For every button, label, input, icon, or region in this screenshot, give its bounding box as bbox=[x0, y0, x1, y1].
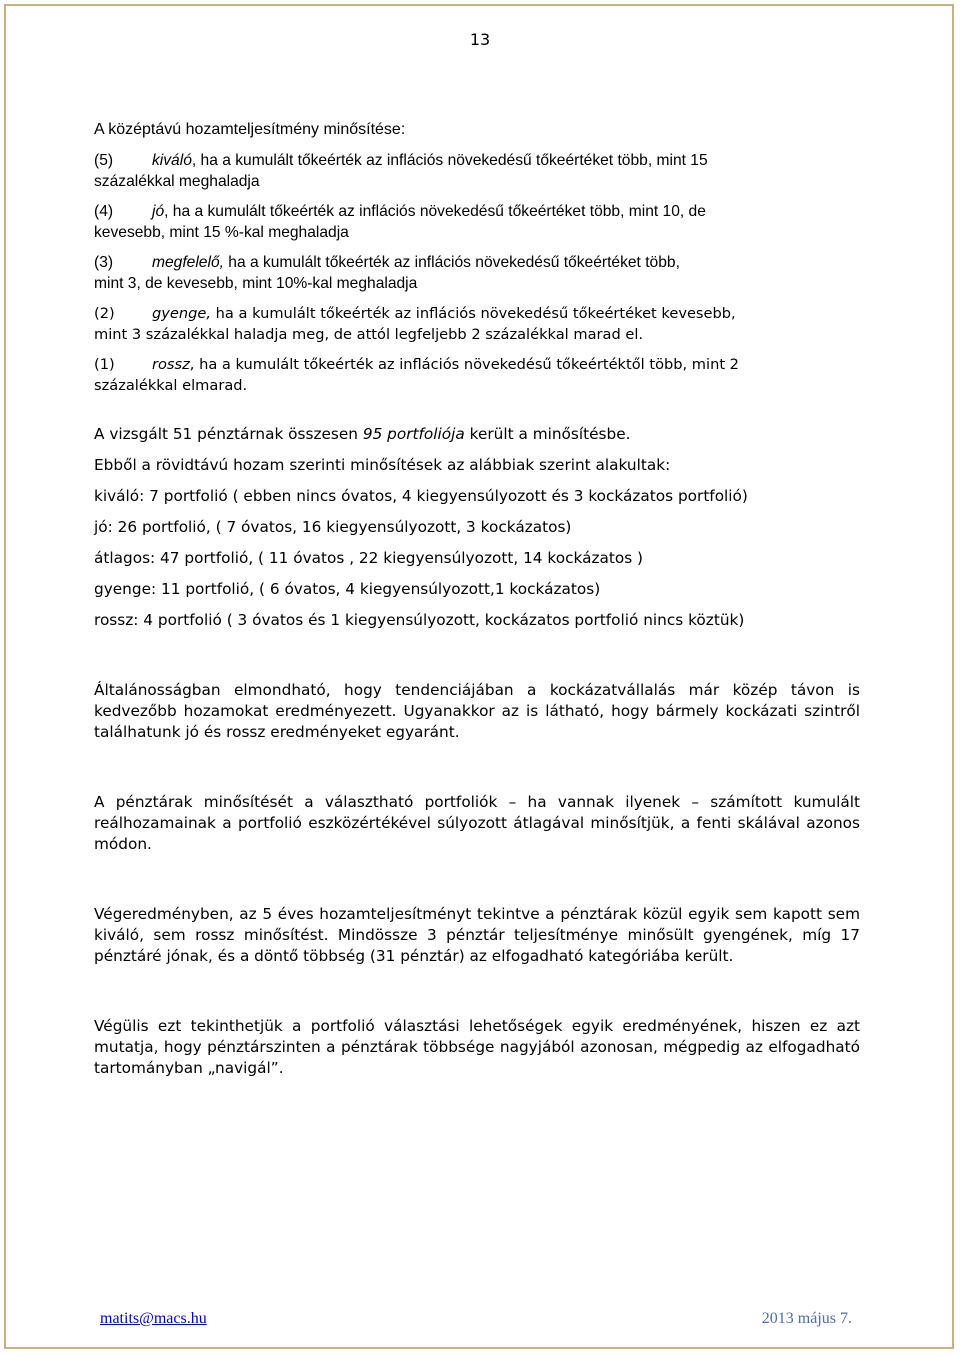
rating-number: (5) bbox=[94, 152, 114, 169]
section-heading: A középtávú hozamteljesítmény minősítése: bbox=[94, 121, 406, 138]
rating-text: , ha a kumulált tőkeérték az inflációs növekedésű tőkeértéktől több, mint 2 bbox=[189, 356, 739, 373]
paragraph-tendency: Általánosságban elmondható, hogy tendenciájában a kockázatvállalás már közép távon is kedvezőbb hozamokat eredményezett. Ugyanakkor az is látható, hogy bármely kockázati szintről találhatunk jó és rossz eredményeket egyaránt. bbox=[94, 681, 860, 741]
summary-italic: 95 portfoliója bbox=[362, 425, 465, 443]
rating-number: (4) bbox=[94, 203, 114, 220]
paragraph-result: Végeredményben, az 5 éves hozamteljesítményt tekintve a pénztárak közül egyik sem kapott sem kiváló, sem rossz minősítést. Mindössze 3 pénztár teljesítménye minősült gyengének, míg 17 pénztáré jónak, és a döntő többség (31 pénztár) az elfogadható kategóriába került. bbox=[94, 905, 860, 965]
summary-line bbox=[94, 424, 860, 445]
rating-text: ha a kumulált tőkeérték az inflációs növekedésű tőkeértéket kevesebb, bbox=[211, 305, 736, 322]
rating-text-cont: mint 3 százalékkal haladja meg, de attól legfeljebb 2 százalékkal marad el. bbox=[94, 326, 644, 343]
breakdown-list bbox=[94, 486, 860, 631]
rating-term: jó bbox=[152, 203, 165, 220]
footer-date: 2013 május 7. bbox=[761, 1310, 852, 1327]
breakdown-intro: Ebből a rövidtávú hozam szerinti minősítések az alábbiak szerint alakultak: bbox=[94, 456, 671, 474]
rating-number: (3) bbox=[94, 254, 114, 271]
breakdown-item: jó: 26 portfolió, ( 7 óvatos, 16 kiegyensúlyozott, 3 kockázatos) bbox=[94, 518, 572, 536]
rating-text-cont: százalékkal elmarad. bbox=[94, 377, 248, 394]
rating-text-cont: mint 3, de kevesebb, mint 10%-kal meghaladja bbox=[94, 275, 418, 292]
breakdown-item: kiváló: 7 portfolió ( ebben nincs óvatos, 4 kiegyensúlyozott és 3 kockázatos portfolió) bbox=[94, 487, 748, 505]
summary-after: került a minősítésbe. bbox=[464, 425, 631, 443]
rating-item bbox=[94, 303, 860, 345]
rating-text-cont: százalékkal meghaladja bbox=[94, 173, 260, 190]
rating-term: gyenge, bbox=[152, 305, 212, 322]
paragraph-method: A pénztárak minősítését a választható portfoliók – ha vannak ilyenek – számított kumulált reálhozamainak a portfolió eszközértékével súlyozott átlagával minősítjük, a fenti skálával azonos módon. bbox=[94, 793, 860, 853]
rating-term: rossz bbox=[152, 356, 190, 373]
rating-scale-cont bbox=[94, 303, 860, 396]
rating-item bbox=[94, 252, 860, 294]
rating-term: kiváló bbox=[152, 152, 192, 169]
rating-text-cont: kevesebb, mint 15 %-kal meghaladja bbox=[94, 224, 349, 241]
breakdown-item: átlagos: 47 portfolió, ( 11 óvatos , 22 kiegyensúlyozott, 14 kockázatos ) bbox=[94, 549, 643, 567]
rating-term: megfelelő, bbox=[152, 254, 224, 271]
rating-scale bbox=[94, 150, 860, 294]
breakdown-item: gyenge: 11 portfolió, ( 6 óvatos, 4 kiegyensúlyozott,1 kockázatos) bbox=[94, 580, 601, 598]
footer-email-link[interactable]: matits@macs.hu bbox=[100, 1310, 207, 1327]
rating-item bbox=[94, 354, 860, 396]
rating-text: , ha a kumulált tőkeérték az inflációs növekedésű tőkeértéket több, mint 10, de bbox=[164, 203, 706, 220]
breakdown-item: rossz: 4 portfolió ( 3 óvatos és 1 kiegyensúlyozott, kockázatos portfolió nincs köztük) bbox=[94, 611, 745, 629]
rating-item bbox=[94, 201, 860, 243]
rating-number: (1) bbox=[94, 356, 115, 373]
rating-number: (2) bbox=[94, 305, 115, 322]
paragraph-conclusion: Végülis ezt tekinthetjük a portfolió választási lehetőségek egyik eredményének, hiszen ez azt mutatja, hogy pénztárszinten a pénztárak többsége nagyjából azonosan, mégpedig az elfogadható tartományban „navigál”. bbox=[94, 1017, 860, 1077]
rating-text: ha a kumulált tőkeérték az inflációs növekedésű tőkeértéket több, bbox=[223, 254, 680, 271]
rating-text: , ha a kumulált tőkeérték az inflációs növekedésű tőkeértéket több, mint 15 bbox=[191, 152, 708, 169]
rating-item bbox=[94, 150, 860, 192]
summary-before: A vizsgált 51 pénztárnak összesen bbox=[94, 425, 363, 443]
page-number: 13 bbox=[469, 30, 491, 49]
document-body bbox=[94, 119, 860, 1079]
